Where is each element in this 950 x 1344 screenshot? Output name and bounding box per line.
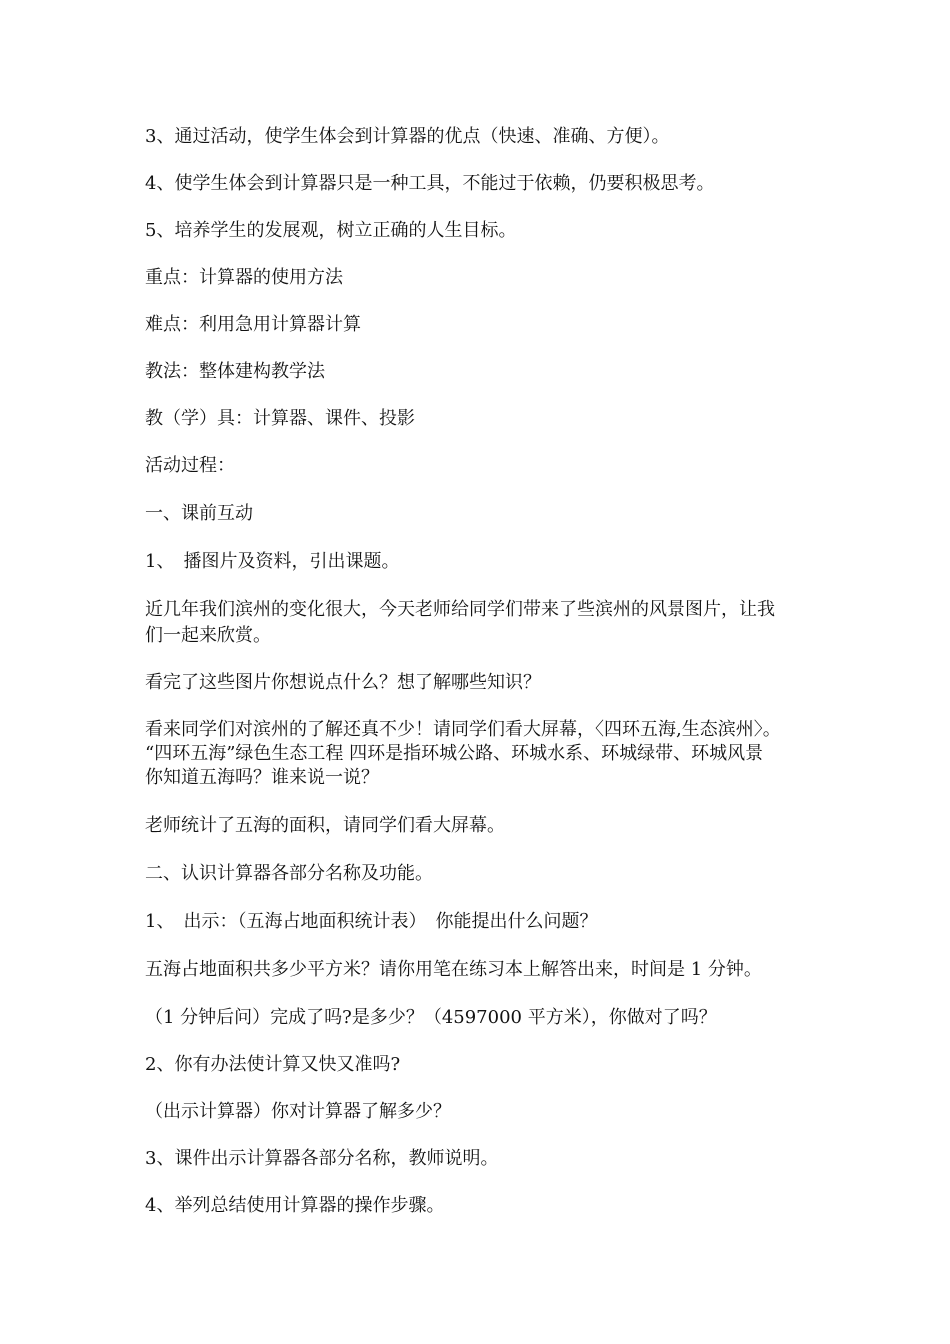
step-2-2: 2、你有办法使计算又快又准吗? (145, 1054, 401, 1075)
paragraph-show-calculator: （出示计算器）你对计算器了解多少？ (145, 1101, 451, 1122)
step-2-3: 3、课件出示计算器各部分名称，教师说明。 (145, 1148, 499, 1169)
step-2-1: 1、 出示：（五海占地面积统计表） 你能提出什么问题？ (145, 911, 598, 932)
paragraph-total-area: 五海占地面积共多少平方米？请你用笔在练习本上解答出来，时间是 1 分钟。 (145, 959, 762, 980)
paragraph-screen-line-2: “四环五海”绿色生态工程 四环是指环城公路、环城水系、环城绿带、环城风景 (145, 743, 764, 764)
paragraph-area-stats: 老师统计了五海的面积，请同学们看大屏幕。 (145, 815, 505, 836)
section-2-heading: 二、认识计算器各部分名称及功能。 (145, 863, 433, 884)
paragraph-question: 看完了这些图片你想说点什么？想了解哪些知识？ (145, 672, 541, 693)
paragraph-intro-line-2: 们一起来欣赏。 (145, 625, 271, 646)
goal-5: 5、培养学生的发展观，树立正确的人生目标。 (145, 220, 517, 241)
paragraph-screen-line-1: 看来同学们对滨州的了解还真不少！请同学们看大屏幕，〈四环五海,生态滨州〉。 (145, 719, 781, 740)
key-point: 重点：计算器的使用方法 (145, 267, 343, 288)
goal-3: 3、通过活动，使学生体会到计算器的优点（快速、准确、方便）。 (145, 126, 670, 147)
teaching-method: 教法：整体建构教学法 (145, 361, 325, 382)
paragraph-answer-check: （1 分钟后问）完成了吗?是多少？（4597000 平方米），你做对了吗？ (145, 1007, 717, 1028)
step-2-4: 4、举列总结使用计算器的操作步骤。 (145, 1195, 445, 1216)
paragraph-screen-line-3: 你知道五海吗？谁来说一说？ (145, 767, 379, 788)
paragraph-intro-line-1: 近几年我们滨州的变化很大，今天老师给同学们带来了些滨州的风景图片，让我 (145, 599, 775, 620)
section-1-heading: 一、课前互动 (145, 503, 253, 524)
difficult-point: 难点：利用急用计算器计算 (145, 314, 361, 335)
step-1-1: 1、 播图片及资料，引出课题。 (145, 551, 400, 572)
activity-process-heading: 活动过程： (145, 455, 235, 476)
goal-4: 4、使学生体会到计算器只是一种工具，不能过于依赖，仍要积极思考。 (145, 173, 715, 194)
teaching-tools: 教（学）具：计算器、课件、投影 (145, 408, 415, 429)
